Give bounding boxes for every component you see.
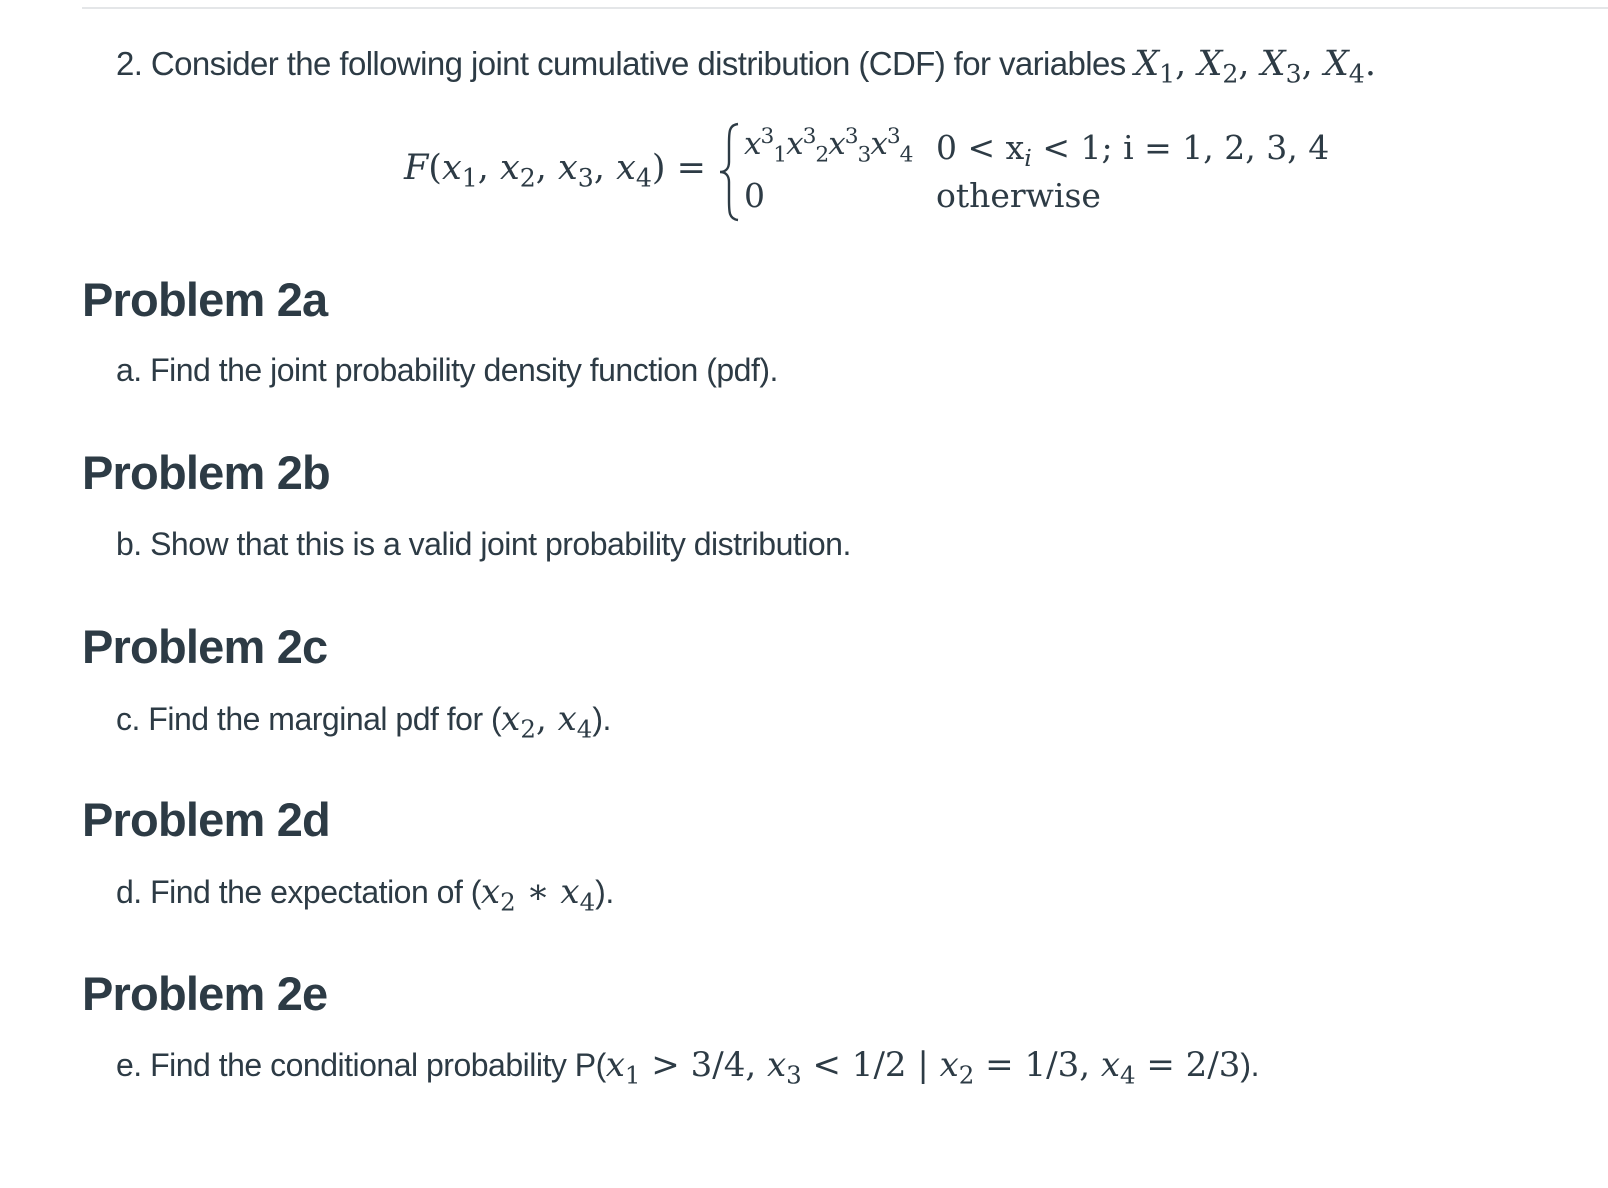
conditional-expression: $x_1 > 3/4$, $x_3 < 1/2$ | $x_2 = 1/3$, $x_4 = 2/3$ (605, 1045, 1241, 1090)
problem-2a-text: a. Find the joint probability density function (pdf). (116, 352, 778, 388)
problem-2d-heading: Problem 2d (82, 793, 330, 846)
problem-2b-heading: Problem 2b (82, 446, 330, 499)
marginal-variables: $x_2$, $x_4$ (501, 699, 593, 744)
cdf-equation (0, 118, 1608, 228)
variables-list: $X_1$, $X_2$, $X_3$, $X_4$. (1134, 44, 1376, 89)
cdf-case-zero: 0 (744, 176, 765, 215)
problem-2c-text: c. Find the marginal pdf for ($x_2$, $x_4$). (116, 699, 611, 744)
problem-2b-text: b. Show that this is a valid joint probability distribution. (116, 526, 851, 562)
problem-2c-heading: Problem 2c (82, 620, 328, 673)
left-brace-icon (718, 122, 740, 222)
question-intro (116, 44, 1376, 89)
expectation-product: $x_2$ ∗ $x_4$ (480, 872, 596, 917)
problem-2e-text: e. Find the conditional probability $P(x_1 > 3/4$, $x_3 < 1/2$ | $x_2 = 1/3$, $x_4 = 2/3$). (116, 1045, 1259, 1090)
cdf-lhs: $F(x_1$, $x_2$, $x_3$, $x_4$) = (404, 148, 706, 193)
question-text: Consider the following joint cumulative distribution (CDF) for variables (150, 45, 1126, 82)
question-number: 2. (116, 45, 143, 82)
cdf-case-otherwise: otherwise (936, 176, 1101, 215)
problem-2e-heading: Problem 2e (82, 967, 328, 1020)
cdf-case-condition: $0 < x_i < 1$; i = 1, 2, 3, 4 (936, 128, 1330, 173)
problem-2a-heading: Problem 2a (82, 273, 328, 326)
cdf-case-expression: $x^3_1x^3_2x^3_3x^3_4$ (744, 124, 913, 168)
top-divider (82, 7, 1608, 9)
problem-2d-text: d. Find the expectation of ($x_2$ ∗ $x_4$). (116, 872, 614, 917)
